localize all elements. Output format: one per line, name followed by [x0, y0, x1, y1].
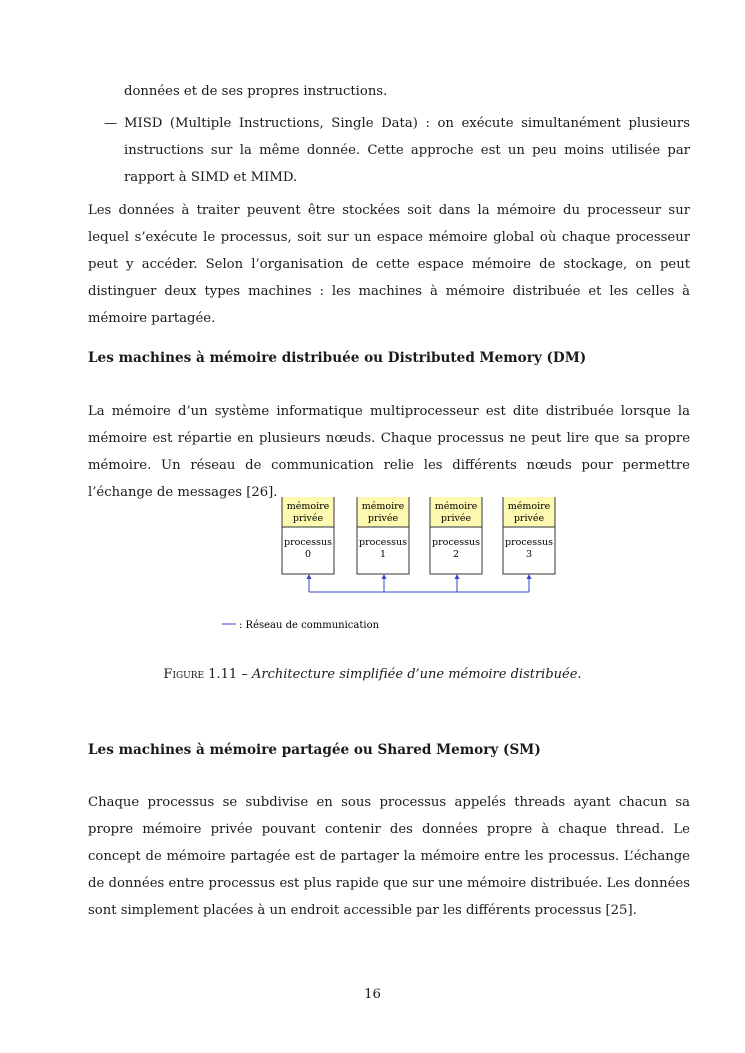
memory-label: privée: [440, 513, 472, 524]
processor-node: [282, 497, 334, 592]
process-label: processus: [283, 537, 333, 548]
caption-text: Architecture simplifiée d’une mémoire distribuée.: [251, 667, 582, 682]
memory-label: privée: [513, 513, 545, 524]
bullet-dash: —: [104, 116, 118, 131]
figure-caption: [0, 665, 745, 685]
process-label: processus: [504, 537, 554, 548]
processor-node: [503, 497, 555, 592]
process-id: 2: [452, 549, 460, 560]
sm-paragraph: Chaque processus se subdivise en sous processus appelés threads ayant chacun sa propre mémoire privée pouvant contenir des données propre à chaque thread. Le concept de mémoire partagée est de partager la mémoire entre les processus. L’échange de données entre processus est plus rapide que sur une mémoire distribuée. Les données sont simplement placées à un endroit accessible par les différents processus [25].: [88, 795, 690, 918]
dm-paragraph: La mémoire d’un système informatique multiprocesseur est dite distribuée lorsque la mémoire est répartie en plusieurs nœuds. Chaque processus ne peut lire que sa propre mémoire. Un réseau de communication relie les différents nœuds pour permettre l’échange de messages [26].: [88, 404, 690, 500]
memory-label: mémoire: [507, 501, 551, 512]
arrow-head: [455, 574, 460, 579]
process-id: 1: [379, 549, 387, 560]
arrow-head: [527, 574, 532, 579]
memory-label: mémoire: [286, 501, 330, 512]
legend-label: : Réseau de communication: [239, 620, 380, 631]
memory-label: mémoire: [361, 501, 405, 512]
process-id: 3: [525, 549, 533, 560]
arrow-head: [382, 574, 387, 579]
section-heading-sm: Les machines à mémoire partagée ou Shared Memory (SM): [88, 742, 541, 758]
arrow-head: [307, 574, 312, 579]
memory-label: privée: [292, 513, 324, 524]
section-heading-dm: Les machines à mémoire distribuée ou Distributed Memory (DM): [88, 350, 587, 366]
continuation-text: données et de ses propres instructions.: [124, 84, 388, 99]
processor-node: [357, 497, 409, 592]
process-label: processus: [431, 537, 481, 548]
process-id: 0: [304, 549, 312, 560]
process-label: processus: [358, 537, 408, 548]
intro-paragraph: Les données à traiter peuvent être stockées soit dans la mémoire du processeur sur lequel s’exécute le processus, soit sur un espace mémoire global où chaque processeur peut y accéder. Selon l’organisation de cette espace mémoire de stockage, on peut distinguer deux types machines : les machines à mémoire distribuée et les celles à mémoire partagée.: [88, 203, 690, 326]
memory-label: mémoire: [434, 501, 478, 512]
processor-node: [430, 497, 482, 592]
list-item-text: MISD (Multiple Instructions, Single Data) : on exécute simultanément plusieurs instructions sur la même donnée. Cette approche est un peu moins utilisée par rapport à SIMD et MIMD.: [124, 116, 690, 185]
caption-prefix: Figure 1.11 –: [163, 667, 248, 682]
page-number: 16: [364, 987, 381, 1002]
memory-label: privée: [367, 513, 399, 524]
